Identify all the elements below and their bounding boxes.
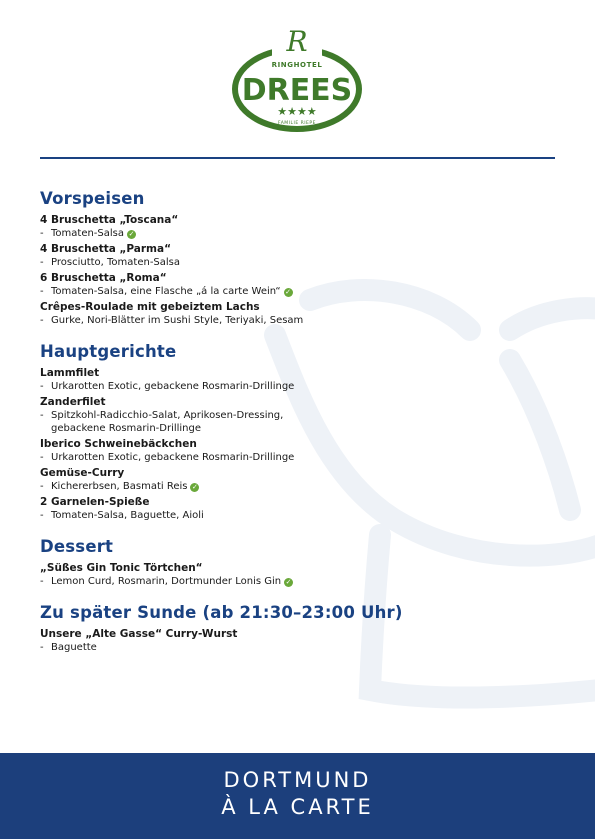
dash-bullet: -	[40, 381, 44, 392]
description-text: Gurke, Nori-Blätter im Sushi Style, Teriyaki, Sesam	[51, 315, 304, 326]
section-title: Hauptgerichte	[40, 342, 177, 361]
dish-name: 6 Bruschetta „Roma“	[40, 272, 167, 284]
dish-name: Gemüse-Curry	[40, 467, 125, 479]
dish-name: Lammfilet	[40, 367, 100, 379]
menu-item	[40, 438, 555, 464]
dish-description	[40, 380, 555, 393]
vegan-check-icon: ✓	[285, 288, 292, 296]
ringhotel-drees-logo	[232, 27, 362, 137]
menu-item	[40, 496, 555, 522]
dish-description	[40, 575, 555, 588]
description-text: Prosciutto, Tomaten-Salsa	[51, 257, 181, 268]
dish-description	[40, 285, 555, 298]
dish-name: 4 Bruschetta „Toscana“	[40, 214, 179, 226]
dish-name: 4 Bruschetta „Parma“	[40, 243, 171, 255]
description-text: Spitzkohl-Radicchio-Salat, Aprikosen-Dressing,	[51, 410, 284, 421]
dish-description	[40, 509, 555, 522]
dish-name: Iberico Schweinebäckchen	[40, 438, 197, 450]
dash-bullet: -	[40, 452, 44, 463]
logo-stars: ★★★★	[277, 105, 317, 118]
section-title: Dessert	[40, 537, 114, 556]
dish-name: „Süßes Gin Tonic Törtchen“	[40, 562, 203, 574]
dash-bullet: -	[40, 286, 44, 297]
dish-description	[40, 480, 555, 493]
dash-bullet: -	[40, 576, 44, 587]
menu-item	[40, 243, 555, 269]
menu-item	[40, 562, 555, 588]
dash-bullet: -	[40, 315, 44, 326]
vegan-check-icon: ✓	[285, 578, 292, 586]
dish-description	[40, 641, 555, 654]
section-title: Zu später Sunde (ab 21:30–23:00 Uhr)	[40, 603, 403, 622]
menu-item	[40, 301, 555, 327]
menu-item	[40, 214, 555, 240]
dash-bullet: -	[40, 642, 44, 653]
section-title: Vorspeisen	[40, 189, 145, 208]
vegan-check-icon: ✓	[192, 483, 198, 491]
description-text: Tomaten-Salsa, Baguette, Aioli	[51, 510, 204, 521]
dash-bullet: -	[40, 228, 44, 239]
description-text: Urkarotten Exotic, gebackene Rosmarin-Drillinge	[51, 381, 295, 392]
dish-description	[40, 227, 555, 240]
dish-description	[40, 409, 555, 422]
dish-description	[40, 451, 555, 464]
menu-item	[40, 628, 555, 654]
logo-family: FAMILIE RIEPE	[278, 121, 316, 126]
logo-name: DREES	[241, 73, 353, 108]
dish-name: Zanderfilet	[40, 396, 106, 408]
dish-name: Crêpes-Roulade mit gebeiztem Lachs	[40, 301, 260, 313]
description-text: Kichererbsen, Basmati Reis	[51, 481, 188, 492]
description-text: Lemon Curd, Rosmarin, Dortmunder Lonis Gin	[51, 576, 282, 587]
description-text: Urkarotten Exotic, gebackene Rosmarin-Drillinge	[51, 452, 295, 463]
dash-bullet: -	[40, 481, 44, 492]
dish-description	[40, 422, 555, 435]
dish-description	[40, 314, 555, 327]
dish-name: Unsere „Alte Gasse“ Curry-Wurst	[40, 628, 238, 640]
dash-bullet: -	[40, 257, 44, 268]
header-divider	[40, 157, 555, 159]
menu-item	[40, 272, 555, 298]
vegan-check-icon: ✓	[128, 230, 135, 238]
dash-bullet: -	[40, 510, 44, 521]
footer-a-la-carte: À LA CARTE	[221, 795, 374, 819]
menu-item	[40, 367, 555, 393]
logo-ringhotel: RINGHOTEL	[271, 61, 323, 69]
dish-name: 2 Garnelen-Spieße	[40, 496, 150, 508]
menu-section	[40, 602, 555, 654]
description-text: Tomaten-Salsa, eine Flasche „á la carte Wein“	[51, 286, 281, 297]
dish-description	[40, 256, 555, 269]
description-text: Baguette	[51, 642, 97, 653]
dash-bullet: -	[40, 410, 44, 421]
description-text: Tomaten-Salsa	[51, 228, 125, 239]
menu-item	[40, 396, 555, 435]
menu-item	[40, 467, 555, 493]
menu-content	[40, 188, 555, 657]
logo-monogram: R	[286, 27, 308, 58]
menu-section	[40, 341, 555, 522]
footer-dortmund: DORTMUND	[223, 768, 372, 792]
description-text: gebackene Rosmarin-Drillinge	[51, 423, 202, 434]
menu-section	[40, 188, 555, 327]
menu-section	[40, 536, 555, 588]
